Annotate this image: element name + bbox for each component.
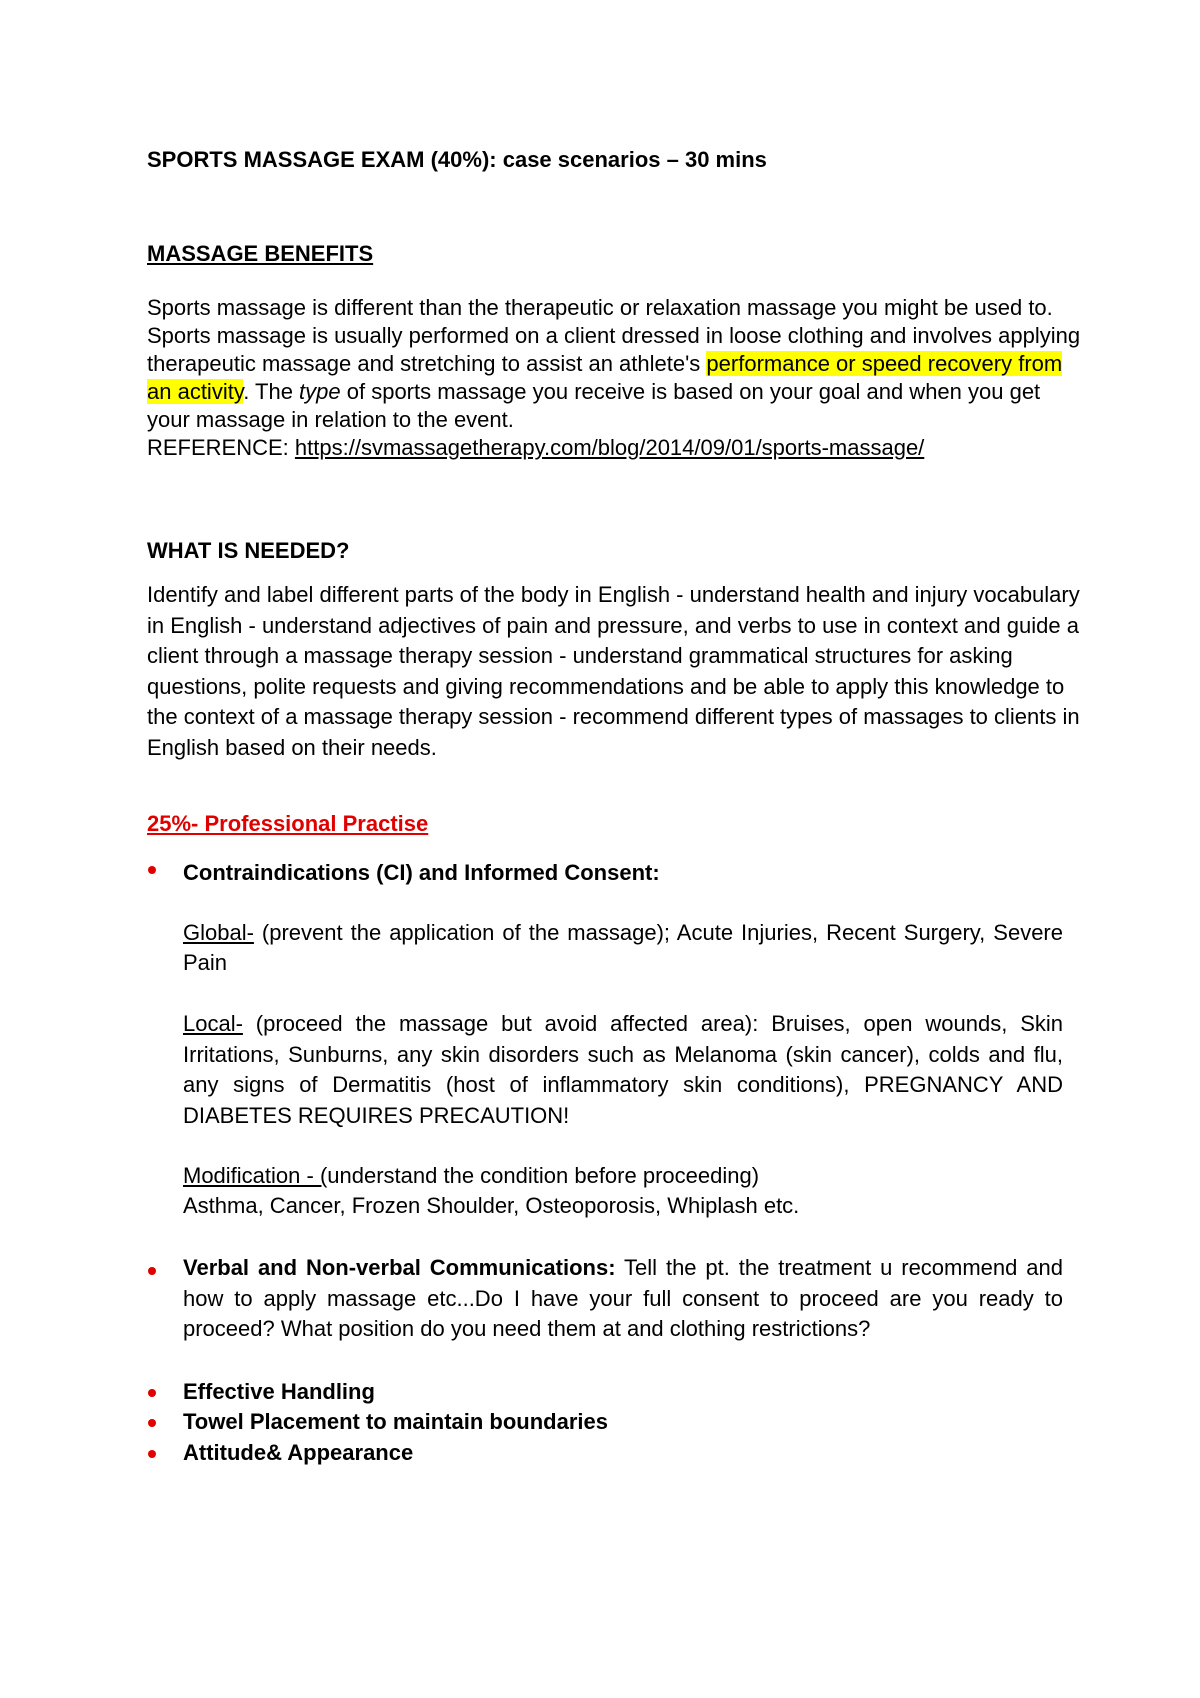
reference-link[interactable]: https://svmassagetherapy.com/blog/2014/09/01/sports-massage/ <box>294 435 925 460</box>
list-item: Towel Placement to maintain boundaries <box>183 1409 609 1434</box>
benefits-text-1: Sports massage is different than the therapeutic or relaxation massage you might be used to. Sports massage is usually performed on a client dressed in loose clothing and involves applying therapeutic massage and stretching to assist an athlete's <box>147 295 1081 376</box>
ci-label: Contraindications (CI) and Informed Consent: <box>183 860 660 885</box>
global-label: Global- <box>183 920 254 945</box>
list-item: Effective Handling <box>183 1379 375 1404</box>
global-text: (prevent the application of the massage); Acute Injuries, Recent Surgery, Severe Pain <box>183 920 1063 975</box>
benefits-heading: MASSAGE BENEFITS <box>147 241 374 266</box>
bullet-icon <box>148 1389 156 1397</box>
italic-word: type <box>299 379 341 404</box>
benefits-text-2: . The <box>243 379 300 404</box>
mod-conditions: Asthma, Cancer, Frozen Shoulder, Osteoporosis, Whiplash etc. <box>183 1193 800 1218</box>
ci-modification <box>183 1161 1063 1221</box>
local-label: Local- <box>183 1011 243 1036</box>
verbal-text: Tell the pt. the treatment u recommend and how to apply massage etc...Do I have your full consent to proceed are you ready to proceed? What position do you need them at and clothing restrictions? <box>183 1255 1063 1341</box>
practise-heading: 25%- Professional Practise <box>147 811 429 836</box>
bullet-icon <box>148 1450 156 1458</box>
highlighted-phrase: performance or speed recovery from an activity <box>147 351 1063 404</box>
mod-text: understand the condition before proceeding) <box>327 1163 760 1188</box>
mod-label: Modification - ( <box>183 1163 328 1188</box>
needed-paragraph: Identify and label different parts of the body in English - understand health and injury vocabulary in English - understand adjectives of pain and pressure, and verbs to use in context and guide a client through a massage therapy session - understand grammatical structures for asking questions, polite requests and giving recommendations and be able to apply this knowledge to the context of a massage therapy session - recommend different types of massages to clients in English based on their needs. <box>147 582 1080 760</box>
bullet-icon <box>148 1419 156 1427</box>
verbal-item <box>183 1253 1063 1345</box>
reference-label: REFERENCE: <box>147 435 295 460</box>
list-item: Attitude& Appearance <box>183 1440 414 1465</box>
verbal-label: Verbal and Non-verbal Communications: <box>183 1255 616 1280</box>
local-text: (proceed the massage but avoid affected area): Bruises, open wounds, Skin Irritations, Sunburns, any skin disorders such as Melanoma (skin cancer), colds and flu, any signs of Dermatitis (host of inflammatory skin conditions), PREGNANCY AND DIABETES REQUIRES PRECAUTION! <box>183 1011 1063 1128</box>
ci-global <box>183 918 1063 978</box>
ci-local <box>183 1009 1063 1131</box>
benefits-text-3: of sports massage you receive is based on your goal and when you get your massage in relation to the event. <box>147 379 1041 432</box>
bullet-icon <box>148 866 156 874</box>
page-title: SPORTS MASSAGE EXAM (40%): case scenarios – 30 mins <box>147 147 767 172</box>
needed-heading: WHAT IS NEEDED? <box>147 538 350 563</box>
bullet-icon <box>148 1267 156 1275</box>
benefits-paragraph <box>147 294 1082 462</box>
